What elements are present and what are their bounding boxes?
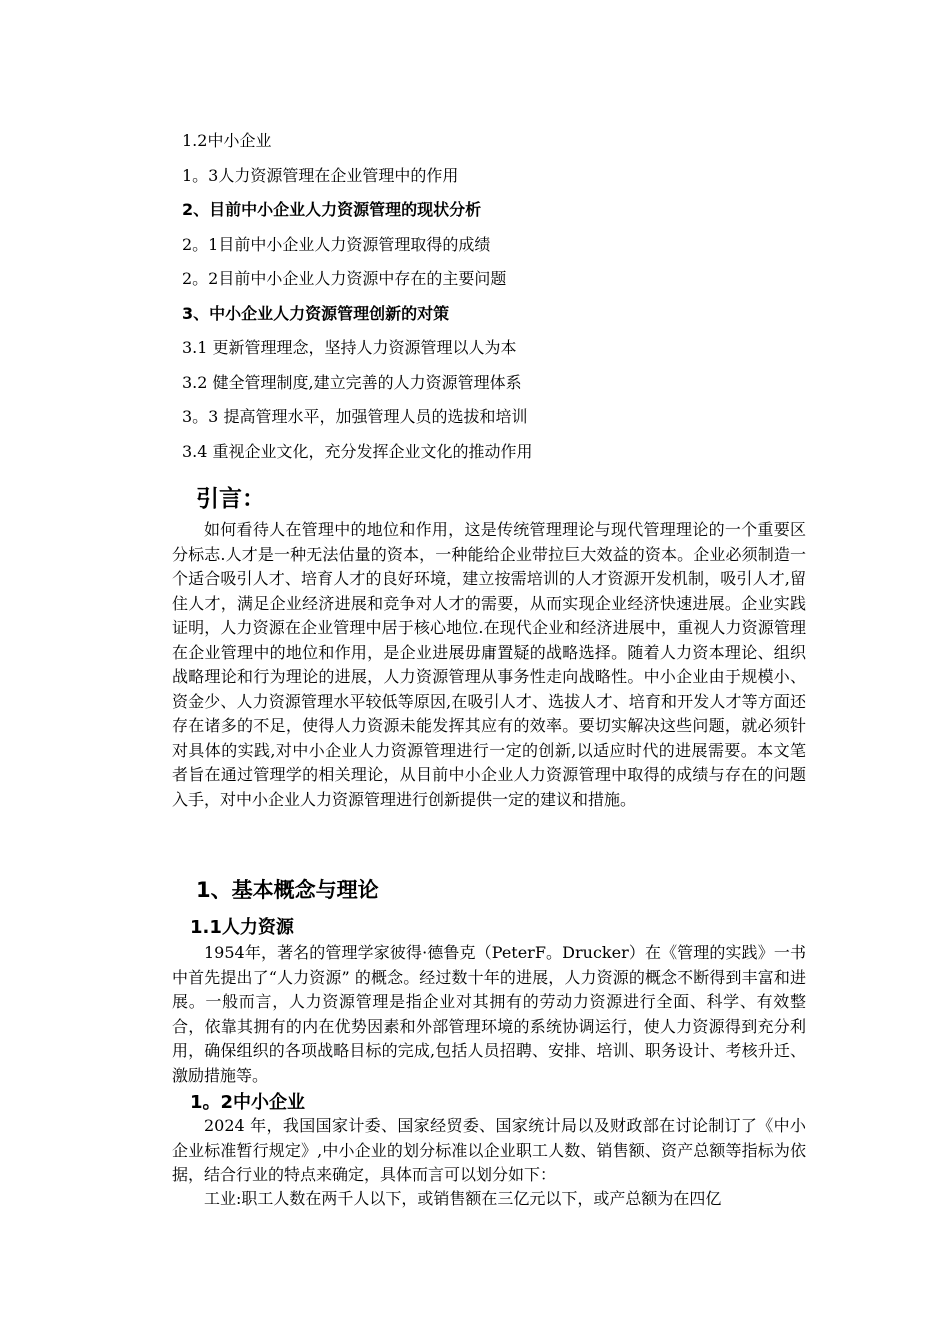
toc-item: 3.4 重视企业文化，充分发挥企业文化的推动作用 xyxy=(182,441,533,461)
section-1-heading: 1、基本概念与理论 xyxy=(196,878,379,902)
toc-item: 2。2目前中小企业人力资源中存在的主要问题 xyxy=(182,269,507,288)
toc-item: 1。3人力资源管理在企业管理中的作用 xyxy=(182,165,459,185)
toc-item: 3.1 更新管理理念，坚持人力资源管理以人为本 xyxy=(182,338,517,357)
section-1-1-paragraph: 1954年，著名的管理学家彼得·德鲁克（PeterF。Drucker）在《管理的实践》一书中首先提出了“人力资源” 的概念。经过数十年的进展，人力资源的概念不断得到丰富和进展。一般而言，人力资源管理是指企业对其拥有的劳动力资源进行全面、科学、有效整合，依靠其拥有的内在优势因素和外部管理环境的系统协调运行，使人力资源得到充分利用，确保组织的各项战略目标的完成,包括人员招聘、安排、培训、职务设计、考核升迁、激励措施等。 xyxy=(172,943,806,1085)
section-1-1-heading: 1.1人力资源 xyxy=(190,917,294,938)
toc-item: 3.2 健全管理制度,建立完善的人力资源管理体系 xyxy=(182,372,522,392)
intro-paragraph: 如何看待人在管理中的地位和作用，这是传统管理理论与现代管理理论的一个重要区分标志.人才是一种无法估量的资本，一种能给企业带拉巨大效益的资本。企业必须制造一个适合吸引人才、培育人才的良好环境，建立按需培训的人才资源开发机制，吸引人才,留住人才，满足企业经济进展和竞争对人才的需要，从而实现企业经济快速进展。企业实践证明，人力资源在企业管理中居于核心地位.在现代企业和经济进展中，重视人力资源管理在企业管理中的地位和作用，是企业进展毋庸置疑的战略选择。随着人力资本理论、组织战略理论和行为理论的进展，人力资源管理从事务性走向战略性。中小企业由于规模小、资金少、人力资源管理水平较低等原因,在吸引人才、选拔人才、培育和开发人才等方面还存在诸多的不足，使得人力资源未能发挥其应有的效率。要切实解决这些问题，就必须针对具体的实践,对中小企业人力资源管理进行一定的创新,以适应时代的进展需要。本文笔者旨在通过管理学的相关理论，从目前中小企业人力资源管理中取得的成绩与存在的问题入手，对中小企业人力资源管理进行创新提供一定的建议和措施。 xyxy=(172,520,806,809)
industry-criteria-paragraph: 工业:职工人数在两千人以下，或销售额在三亿元以下，或产总额为在四亿 xyxy=(204,1189,722,1208)
toc-item: 2、目前中小企业人力资源管理的现状分析 xyxy=(182,200,482,219)
intro-heading: 引言： xyxy=(196,486,265,512)
section-1-2-heading: 1。2中小企业 xyxy=(190,1092,306,1113)
toc-item: 2。1目前中小企业人力资源管理取得的成绩 xyxy=(182,234,491,254)
section-1-2-paragraph: 2024 年，我国国家计委、国家经贸委、国家统计局以及财政部在讨论制订了《中小企业标准暂行规定》,中小企业的划分标准以企业职工人数、销售额、资产总额等指标为依据，结合行业的特点来确定，具体而言可以划分如下： xyxy=(172,1116,806,1184)
toc-item: 3。3 提高管理水平，加强管理人员的选拔和培训 xyxy=(182,407,528,426)
toc-item: 1.2中小企业 xyxy=(182,131,272,150)
toc-item: 3、中小企业人力资源管理创新的对策 xyxy=(182,303,450,323)
table-of-contents xyxy=(182,124,822,469)
